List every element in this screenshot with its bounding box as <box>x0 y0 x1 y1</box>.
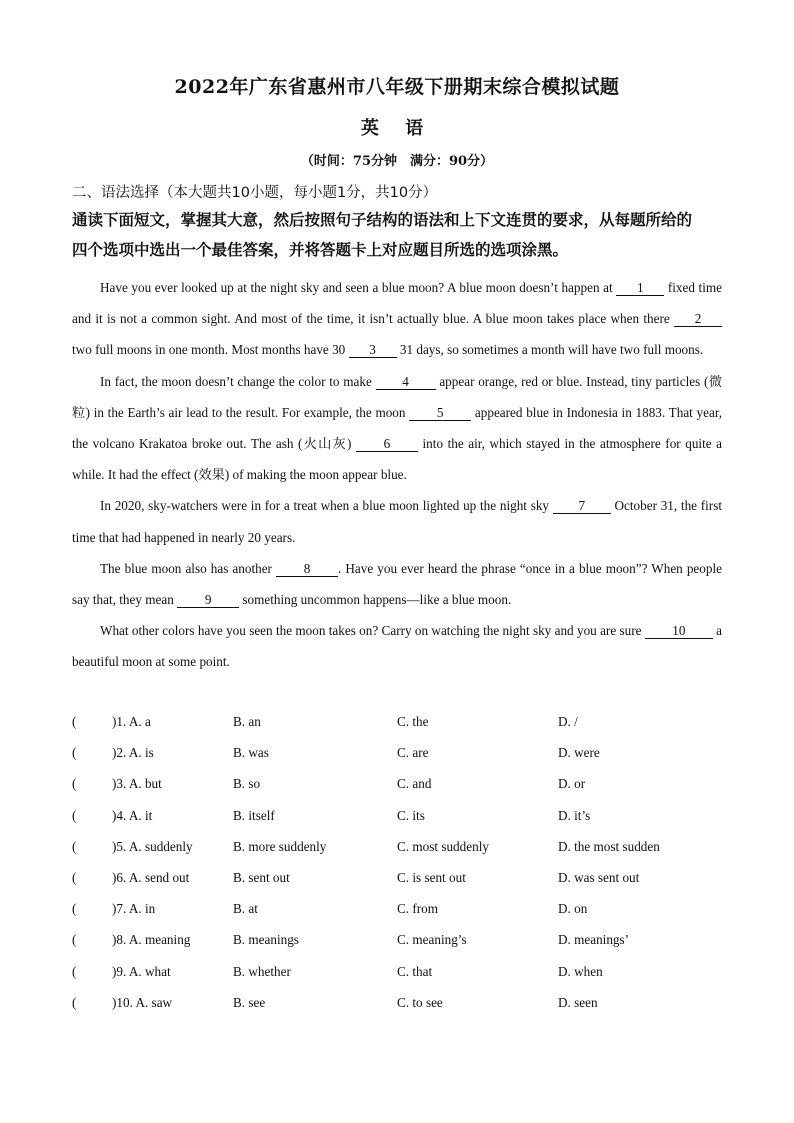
option-a: )5. A. suddenly <box>112 838 193 854</box>
exam-title: 2022年广东省惠州市八年级下册期末综合模拟试题 <box>174 76 620 98</box>
option-a: )7. A. in <box>112 901 156 917</box>
option-d: D. the most sudden <box>558 838 660 854</box>
answer-paren: ( <box>72 932 77 948</box>
text: What other colors have you seen the moon takes on? Carry on watching the night sky and you are sure <box>100 623 645 639</box>
paragraph-1 <box>72 272 722 366</box>
option-d: D. or <box>558 776 586 792</box>
text: appeared blue in Indonesia in 1883. That year, the volcano Krakatoa broke out. The ash (火山灰) <box>72 404 723 452</box>
text: October 31, the first time that had happened in nearly 20 years. <box>72 498 722 545</box>
blank-10: 10 <box>645 624 713 639</box>
text: Have you ever looked up at the night sky and seen a blue moon? A blue moon doesn’t happen at <box>100 280 617 295</box>
text: 31 days, so sometimes a month will have two full moons. <box>396 342 704 358</box>
question-row-9 <box>72 958 722 989</box>
question-row-1 <box>72 708 722 739</box>
text: something uncommon happens—like a blue moon. <box>239 592 512 608</box>
text: The blue moon also has another <box>100 560 277 576</box>
option-c: C. that <box>397 963 433 979</box>
option-a: )9. A. what <box>112 963 171 979</box>
blank-5: 5 <box>409 406 471 421</box>
answer-paren: ( <box>72 807 77 823</box>
question-row-10 <box>72 989 722 1020</box>
option-a: )4. A. it <box>112 807 153 823</box>
blank-7: 7 <box>553 499 611 514</box>
text: In 2020, sky-watchers were in for a treat when a blue moon lighted up the night sky <box>100 498 553 514</box>
option-c: C. its <box>397 807 425 823</box>
answer-paren: ( <box>72 776 77 792</box>
blank-2: 2 <box>674 312 722 327</box>
option-d: D. / <box>558 714 578 729</box>
subject-heading: 英 语 <box>360 118 434 139</box>
option-a: )8. A. meaning <box>112 932 191 948</box>
option-c: C. are <box>397 745 429 761</box>
text: . Have you ever heard the phrase “once in a blue moon”? When people say that, they mean <box>72 560 722 608</box>
time-info: （时间：75分钟 满分：90分） <box>300 154 494 169</box>
instruction-line-2: 四个选项中选出一个最佳答案，并将答题卡上对应题目所选的选项涂黑。 <box>72 241 569 259</box>
question-row-3 <box>72 770 722 801</box>
option-d: D. meanings’ <box>558 932 630 948</box>
question-row-4 <box>72 802 722 833</box>
option-b: B. itself <box>233 807 275 823</box>
blank-6: 6 <box>356 437 418 452</box>
instruction-line-1: 通读下面短文，掌握其大意，然后按照句子结构的语法和上下文连贯的要求，从每题所给的 <box>72 211 693 229</box>
blank-1: 1 <box>616 281 664 296</box>
option-c: C. most suddenly <box>397 838 489 854</box>
option-a: )6. A. send out <box>112 869 190 885</box>
option-c: C. and <box>397 776 432 792</box>
answer-paren: ( <box>72 869 77 885</box>
answer-paren: ( <box>72 901 77 917</box>
text: appear orange, red or blue. Instead, tiny particles (微粒) in the Earth’s air lead to the result. For example, the moon <box>72 373 722 420</box>
blank-8: 8 <box>276 562 338 577</box>
option-b: B. at <box>233 901 258 917</box>
option-d: D. was sent out <box>558 869 640 885</box>
option-a: )3. A. but <box>112 776 162 792</box>
option-b: B. more suddenly <box>233 838 327 854</box>
reading-passage <box>72 272 722 678</box>
paragraph-5 <box>72 615 722 677</box>
option-b: B. an <box>233 714 261 729</box>
blank-4: 4 <box>376 375 436 390</box>
section-heading: 二、语法选择（本大题共10小题，每小题1分，共10分） <box>72 185 438 201</box>
question-row-6 <box>72 864 722 895</box>
question-options <box>72 708 722 1020</box>
paragraph-2 <box>72 366 722 491</box>
option-b: B. see <box>233 994 266 1010</box>
answer-paren: ( <box>72 838 77 854</box>
option-b: B. was <box>233 745 269 761</box>
text: into the air, which stayed in the atmosphere for quite a while. It had the effect (效果) of making the moon appear blue. <box>72 436 722 483</box>
blank-9: 9 <box>177 593 239 608</box>
option-b: B. so <box>233 776 261 792</box>
paragraph-4 <box>72 553 722 615</box>
option-d: D. on <box>558 901 588 917</box>
answer-paren: ( <box>72 963 77 979</box>
option-c: C. meaning’s <box>397 932 467 948</box>
blank-3: 3 <box>349 343 397 358</box>
answer-paren: ( <box>72 745 77 761</box>
answer-paren: ( <box>72 994 77 1010</box>
text: fixed time and it is not a common sight. And most of the time, it isn’t actually blue. A blue moon takes place when there <box>72 280 722 327</box>
option-a: )1. A. a <box>112 714 151 729</box>
option-d: D. it’s <box>558 807 591 823</box>
option-b: B. sent out <box>233 869 290 885</box>
option-b: B. whether <box>233 963 291 979</box>
answer-paren: ( <box>72 714 77 729</box>
option-a: )10. A. saw <box>112 994 173 1010</box>
option-c: C. from <box>397 901 439 917</box>
option-c: C. the <box>397 714 429 729</box>
option-a: )2. A. is <box>112 745 154 761</box>
question-row-5 <box>72 833 722 864</box>
option-d: D. were <box>558 745 600 761</box>
question-row-8 <box>72 926 722 957</box>
text: two full moons in one month. Most months have 30 <box>72 342 349 358</box>
option-b: B. meanings <box>233 932 299 948</box>
option-d: D. seen <box>558 994 598 1010</box>
question-row-2 <box>72 739 722 770</box>
text: a beautiful moon at some point. <box>72 623 722 670</box>
question-row-7 <box>72 895 722 926</box>
paragraph-3 <box>72 490 722 552</box>
option-d: D. when <box>558 963 603 979</box>
option-c: C. to see <box>397 994 443 1010</box>
option-c: C. is sent out <box>397 869 466 885</box>
text: In fact, the moon doesn’t change the color to make <box>100 373 376 389</box>
